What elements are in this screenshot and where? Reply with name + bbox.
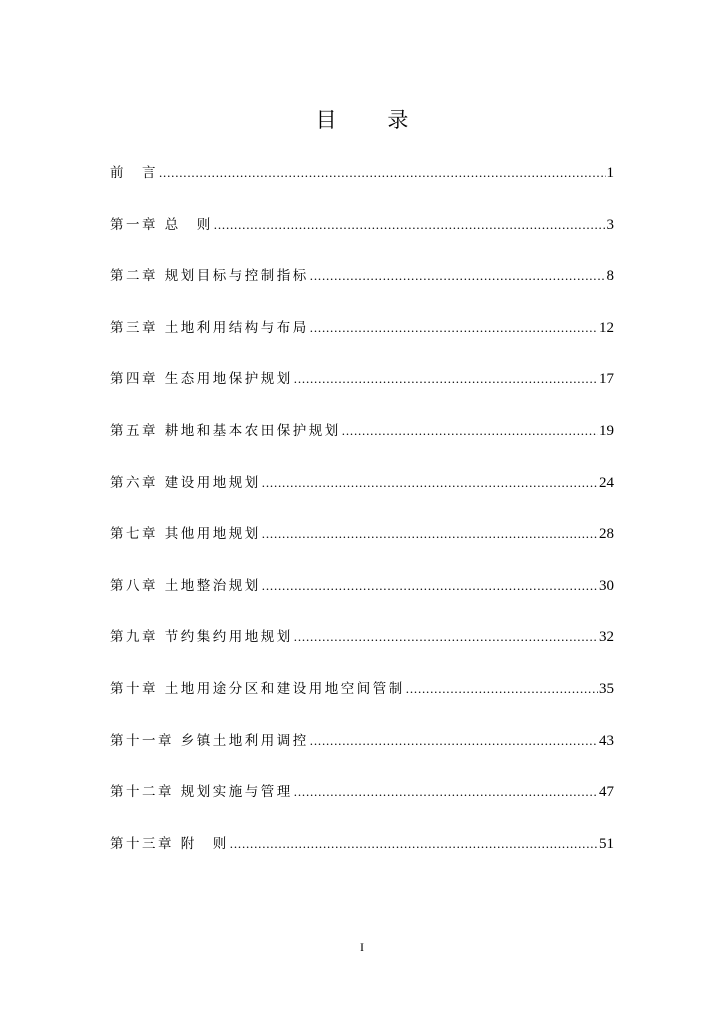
toc-entry-label: 第十二章 规划实施与管理 — [110, 784, 293, 801]
toc-entry-chapter-9[interactable] — [110, 624, 614, 649]
toc-entry-label: 第十一章 乡镇土地利用调控 — [110, 732, 309, 749]
toc-entry-label: 第十章 土地用途分区和建设用地空间管制 — [110, 680, 405, 697]
page-title: 目 录 — [315, 108, 431, 132]
toc-entry-label: 第五章 耕地和基本农田保护规划 — [110, 422, 341, 439]
toc-leader-dots — [310, 263, 606, 288]
toc-entry-label: 第三章 土地利用结构与布局 — [110, 319, 309, 336]
toc-entry-page: 24 — [599, 474, 614, 491]
toc-entry-page: 43 — [599, 732, 614, 749]
toc-entry-chapter-7[interactable] — [110, 521, 614, 546]
toc-leader-dots — [262, 470, 598, 495]
toc-entry-label: 前 言 — [110, 165, 158, 181]
toc-leader-dots — [310, 728, 598, 753]
toc-entry-label: 第十三章 附 则 — [110, 835, 229, 852]
toc-entry-foreword[interactable] — [110, 160, 614, 185]
toc-leader-dots — [310, 315, 598, 340]
toc-entry-label: 第六章 建设用地规划 — [110, 474, 261, 491]
toc-entry-chapter-12[interactable] — [110, 779, 614, 804]
toc-entry-label: 第一章 总 则 — [110, 216, 213, 233]
toc-entry-label: 第九章 节约集约用地规划 — [110, 629, 293, 646]
toc-leader-dots — [262, 521, 598, 546]
toc-entry-page: 32 — [599, 629, 614, 646]
toc-entry-page: 3 — [606, 216, 614, 233]
toc-entry-page: 17 — [599, 371, 614, 388]
toc-entry-page: 28 — [599, 526, 614, 543]
toc-entry-page: 47 — [599, 784, 614, 801]
toc-leader-dots — [262, 573, 598, 598]
toc-entry-label: 第二章 规划目标与控制指标 — [110, 268, 309, 285]
toc-leader-dots — [406, 676, 598, 701]
toc-entry-chapter-3[interactable] — [110, 315, 614, 340]
toc-entry-page: 51 — [599, 835, 614, 852]
toc-entry-page: 19 — [599, 422, 614, 439]
toc-entry-page: 35 — [599, 680, 614, 697]
toc-entry-page: 30 — [599, 577, 614, 594]
toc-entry-page: 1 — [606, 165, 614, 181]
toc-entry-chapter-13[interactable] — [110, 831, 614, 856]
toc-leader-dots — [342, 418, 598, 443]
toc-entry-label: 第四章 生态用地保护规划 — [110, 371, 293, 388]
toc-leader-dots — [214, 212, 606, 237]
toc-leader-dots — [159, 160, 606, 185]
toc-entry-chapter-8[interactable] — [110, 573, 614, 598]
toc-entry-chapter-2[interactable] — [110, 263, 614, 288]
toc-entry-chapter-5[interactable] — [110, 418, 614, 443]
toc-entry-page: 12 — [599, 319, 614, 336]
toc-entry-page: 8 — [606, 268, 614, 285]
toc-leader-dots — [294, 624, 598, 649]
toc-entry-chapter-1[interactable] — [110, 212, 614, 237]
toc-entry-label: 第八章 土地整治规划 — [110, 577, 261, 594]
page-number: I — [360, 940, 364, 954]
toc-leader-dots — [294, 779, 598, 804]
toc-entry-chapter-10[interactable] — [110, 676, 614, 701]
toc-entry-label: 第七章 其他用地规划 — [110, 526, 261, 543]
toc-entry-chapter-11[interactable] — [110, 728, 614, 753]
toc-leader-dots — [294, 366, 598, 391]
toc-leader-dots — [230, 831, 598, 856]
toc-entry-chapter-6[interactable] — [110, 470, 614, 495]
table-of-contents — [110, 160, 614, 882]
toc-entry-chapter-4[interactable] — [110, 366, 614, 391]
